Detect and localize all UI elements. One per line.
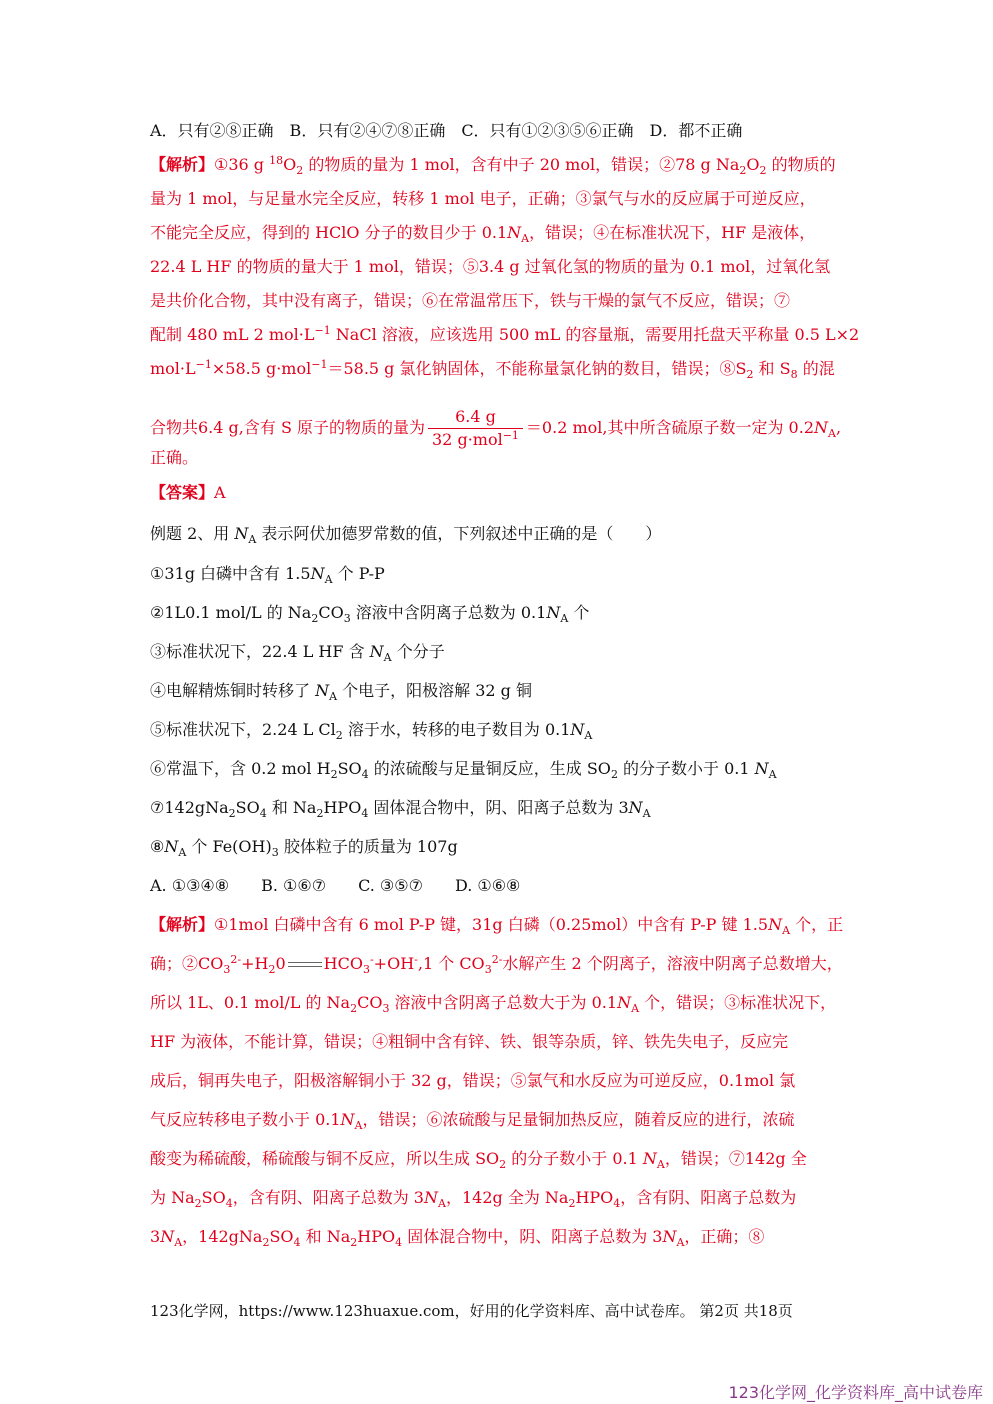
analysis1-line6: 配制 480 mL 2 $mol\cdot L^{-1}$ NaCl 溶液，应该选用 500 mL 的容量瓶，需要用托盘天平称量 0.5 L×2 [150, 324, 860, 344]
analysis2-line4: HF 为液体，不能计算，错误；④粗铜中含有锌、铁、银等杂质，锌、铁先失电子，反应完 [150, 1032, 789, 1051]
analysis1-line9: 正确。 [150, 448, 199, 467]
question2-item1: ①31g 白磷中含有 $1.5N_A$ 个 P-P [150, 564, 385, 586]
analysis2-line1: 【解析】①1mol 白磷中含有 6 mol P-P 键，31g 白磷（0.25mol）中含有 P-P 键 $1.5N_A$ 个，正 [150, 915, 844, 937]
question2-item3: ③标准状况下，22.4 L HF 含 $N_A$ 个分子 [150, 642, 445, 664]
analysis2-line8: 为 $Na_2SO_4$，含有阴、阳离子总数为 $3N_A$，142g 全为 $Na_2HPO_4$，含有阴、阳离子总数为 [150, 1188, 797, 1210]
question1-options: A．只有②⑧正确 B．只有②④⑦⑧正确 C．只有①②③⑤⑥正确 D．都不正确 [150, 121, 743, 140]
answer-line [150, 483, 850, 503]
analysis2-line7: 酸变为稀硫酸，稀硫酸与铜不反应，所以生成 $SO_2$ 的分子数小于 0.1 $N_A$，错误；⑦142g 全 [150, 1149, 807, 1171]
fraction: $\frac{6.4 g}{32 g\cdot mol^{-1}}$ [428, 406, 523, 451]
analysis2-line5: 成后，铜再失电子，阳极溶解铜小于 32 g，错误；⑤氯气和水反应为可逆反应，0.1mol 氯 [150, 1071, 796, 1090]
analysis1-line3: 不能完全反应，得到的 HClO 分子的数目少于 $0.1N_A$，错误；④在标准状况下，HF 是液体， [150, 223, 816, 245]
question2-item8: $⑧N_A$ 个 $Fe(OH)_3$ 胶体粒子的质量为 107g [150, 837, 458, 859]
question2-item5: ⑤标准状况下，2.24 L $Cl_2$ 溶于水，转移的电子数目为 $0.1N_A$ [150, 720, 593, 742]
analysis-label: 【解析】 [150, 915, 215, 934]
analysis2-line9: $3N_A$，$142gNa_2SO_4$ 和 $Na_2HPO_4$ 固体混合物中，阴、阳离子总数为 $3N_A$，正确；⑧ [150, 1227, 765, 1249]
analysis1-line8: 合物共6.4 g,含有 S 原子的物质的量为 $\frac{6.4 g}{32 g\cdot mol^{-1}}$ ＝0.2 mol,其中所含硫原子数一定为 $0.2N_A$, [150, 407, 842, 449]
equilibrium-arrow-icon [288, 961, 322, 969]
question2-item6: ⑥常温下，含 0.2 mol $H_2SO_4$ 的浓硫酸与足量铜反应，生成 $SO_2$ 的分子数小于 0.1 $N_A$ [150, 759, 777, 781]
analysis1-line7: $mol\cdot L^{-1}\times 58.5$ g·mol$^{-1}$＝58.5 g 氯化钠固体，不能称量氯化钠的数目，错误；$⑧S_2$ 和 $S_8$ 的混 [150, 358, 835, 381]
question2-options: A. ①③④⑧ B. ①⑥⑦ C. ③⑤⑦ D. ①⑥⑧ [150, 876, 521, 895]
answer-value: A [214, 483, 226, 502]
analysis1-line4: 22.4 L HF 的物质的量大于 1 mol，错误；⑤3.4 g 过氧化氢的物质的量为 0.1 mol，过氧化氢 [150, 257, 831, 276]
analysis2-line3: 所以 1L、0.1 mol/L 的 $Na_2CO_3$ 溶液中含阴离子总数大于为 $0.1N_A$ 个，错误；③标准状况下， [150, 993, 837, 1015]
analysis1-line2: 量为 1 mol，与足量水完全反应，转移 1 mol 电子，正确；③氯气与水的反应属于可逆反应， [150, 189, 816, 208]
question2-item2: ②1L0.1 mol/L 的 $Na_2CO_3$ 溶液中含阴离子总数为 $0.1N_A$ 个 [150, 603, 590, 625]
question2-item7: $⑦142gNa_2SO_4$ 和 $Na_2HPO_4$ 固体混合物中，阴、阳离子总数为 $3N_A$ [150, 798, 651, 820]
question2-item4: ④电解精炼铜时转移了 $N_A$ 个电子，阳极溶解 32 g 铜 [150, 681, 532, 703]
analysis1-line1: 【解析】①36 g $^{18}O_2$ 的物质的量为 1 mol，含有中子 20 mol，错误；②78 g $Na_2O_2$ 的物质的 [150, 154, 836, 177]
analysis2-line6: 气反应转移电子数小于 $0.1N_A$，错误；⑥浓硫酸与足量铜加热反应，随着反应的进行，浓硫 [150, 1110, 795, 1132]
analysis1-line5: 是共价化合物，其中没有离子，错误；⑥在常温常压下，铁与干燥的氯气不反应，错误；⑦ [150, 291, 791, 310]
analysis2-line2: 确；$②CO_3^{2-}+H_20$ $HCO_3^-+OH^-,1$ 个 $CO_3^{2-}$水解产生 2 个阴离子，溶液中阴离子总数增大， [150, 953, 843, 976]
analysis-label: 【解析】 [150, 155, 215, 174]
question2-title: 例题 2、用 $N_A$ 表示阿伏加德罗常数的值，下列叙述中正确的是（ ） [150, 524, 662, 546]
site-link[interactable]: 123化学网_化学资料库_高中试卷库 [728, 1383, 983, 1402]
answer-label: 【答案】 [150, 483, 215, 502]
page-footer: 123化学网，https://www.123huaxue.com，好用的化学资料库、高中试卷库。 第2页 共18页 [150, 1302, 793, 1320]
